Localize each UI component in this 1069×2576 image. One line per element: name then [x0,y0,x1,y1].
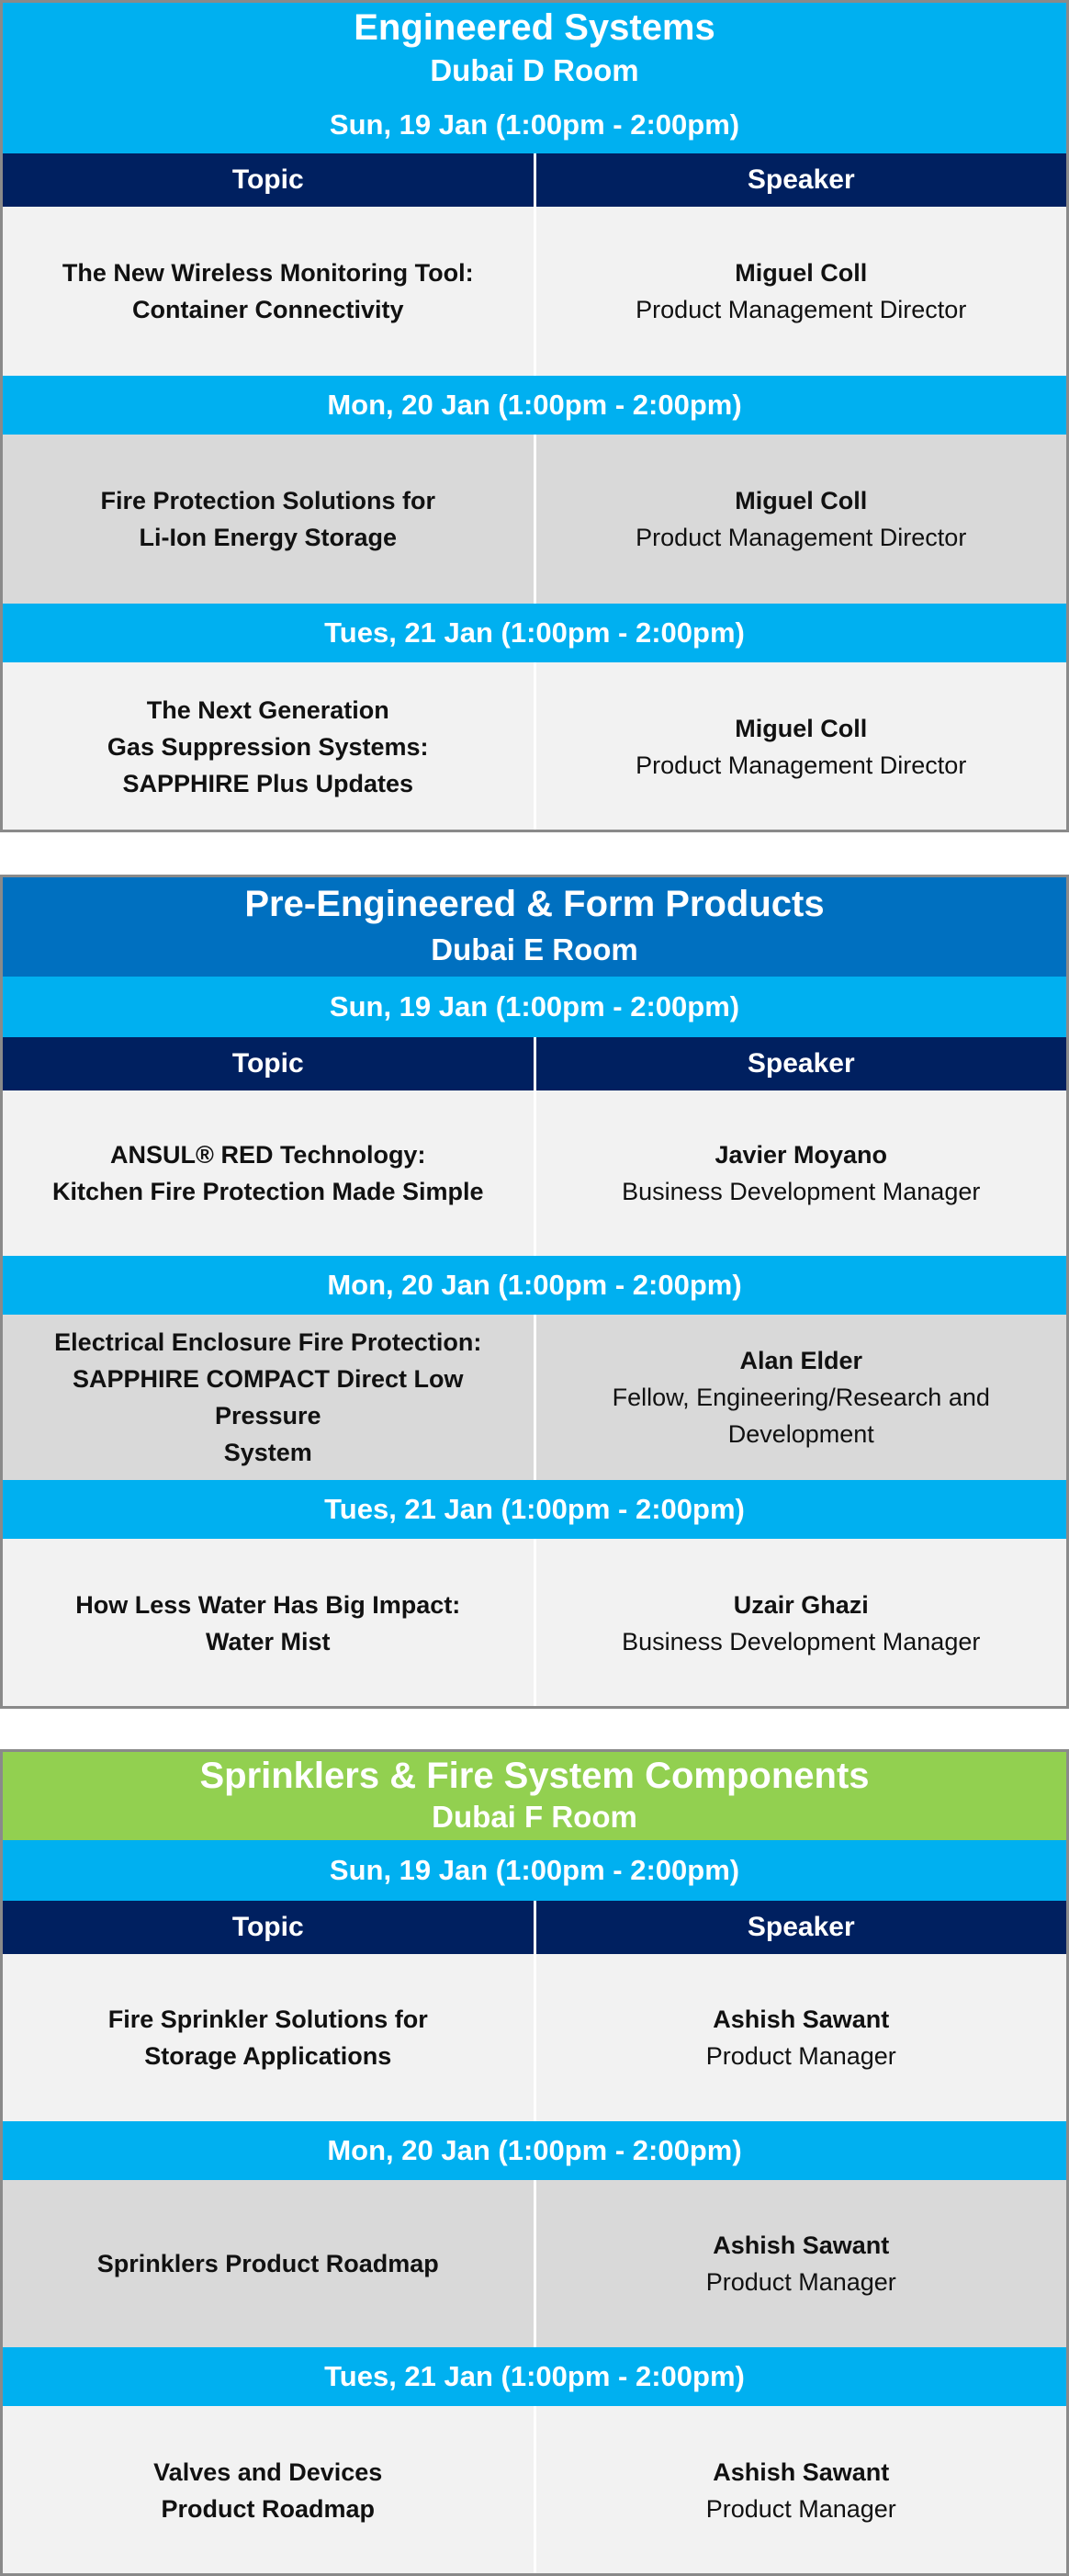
speaker-name: Miguel Coll [735,487,868,514]
topic-line: Gas Suppression Systems: [107,733,429,761]
speaker-role: Fellow, Engineering/Research and [612,1384,990,1411]
topic-line: Fire Sprinkler Solutions for [107,2005,428,2033]
speaker-role: Product Management Director [636,296,967,323]
speaker-name: Uzair Ghazi [733,1591,869,1619]
section-header [3,3,1066,96]
speaker-name: Miguel Coll [735,259,868,287]
column-header-topic: Topic [3,153,536,207]
speaker-cell [536,662,1067,831]
section-header [3,1752,1066,1840]
speaker-role: Product Management Director [636,751,967,779]
topic-line: The New Wireless Monitoring Tool: [62,259,474,287]
day-band: Tues, 21 Jan (1:00pm - 2:00pm) [3,1480,1066,1539]
topic-line: Storage Applications [144,2042,392,2070]
column-header-row [3,1901,1066,1954]
session-block-engineered-systems [0,0,1069,832]
session-row [3,1090,1066,1256]
topic-cell [3,2180,536,2347]
column-header-row [3,153,1066,207]
topic-cell [3,207,536,376]
section-title: Engineered Systems [354,7,715,48]
topic-line: Container Connectivity [131,296,404,323]
speaker-role: Product Manager [705,2042,896,2070]
day-band: Sun, 19 Jan (1:00pm - 2:00pm) [3,977,1066,1037]
topic-cell [3,1315,536,1480]
speaker-name: Ashish Sawant [713,2005,890,2033]
session-row [3,2180,1066,2347]
speaker-cell [536,1090,1067,1256]
topic-line: ANSUL® RED Technology: [110,1141,426,1169]
speaker-cell [536,435,1067,604]
speaker-role: Product Manager [705,2495,896,2523]
session-row [3,2406,1066,2575]
topic-line: Fire Protection Solutions for [100,487,435,514]
speaker-name: Ashish Sawant [713,2231,890,2259]
speaker-name: Ashish Sawant [713,2458,890,2486]
speaker-name: Miguel Coll [735,715,868,742]
topic-line: SAPPHIRE Plus Updates [122,770,414,797]
speaker-cell [536,1315,1067,1480]
day-band: Sun, 19 Jan (1:00pm - 2:00pm) [3,1840,1066,1901]
speaker-cell [536,1954,1067,2121]
speaker-role: Business Development Manager [622,1178,981,1205]
column-header-speaker: Speaker [747,164,855,195]
day-band: Mon, 20 Jan (1:00pm - 2:00pm) [3,376,1066,435]
day-band: Tues, 21 Jan (1:00pm - 2:00pm) [3,604,1066,662]
column-header-topic: Topic [3,1037,536,1090]
speaker-role: Development [727,1420,874,1448]
topic-line: Electrical Enclosure Fire Protection: [54,1328,482,1356]
topic-cell [3,1954,536,2121]
topic-line: SAPPHIRE COMPACT Direct Low Pressure [72,1365,464,1429]
speaker-name: Javier Moyano [715,1141,888,1169]
session-row [3,207,1066,376]
topic-line: Water Mist [205,1628,331,1655]
speaker-cell [536,1539,1067,1708]
session-row [3,1954,1066,2121]
topic-line: Sprinklers Product Roadmap [96,2250,439,2277]
topic-line: Valves and Devices [153,2458,383,2486]
speaker-role: Product Manager [705,2268,896,2296]
speaker-name: Alan Elder [739,1347,863,1374]
speaker-role: Product Management Director [636,524,967,551]
session-block-sprinklers [0,1749,1069,2576]
session-row [3,662,1066,831]
topic-line: System [223,1439,312,1466]
topic-cell [3,1090,536,1256]
room-name: Dubai D Room [430,53,639,87]
section-title: Sprinklers & Fire System Components [199,1756,870,1796]
session-row [3,1315,1066,1480]
section-title: Pre-Engineered & Form Products [244,884,825,924]
column-header-speaker: Speaker [747,1048,855,1079]
day-band: Tues, 21 Jan (1:00pm - 2:00pm) [3,2347,1066,2406]
speaker-cell [536,207,1067,376]
day-band: Mon, 20 Jan (1:00pm - 2:00pm) [3,2121,1066,2180]
topic-line: Product Roadmap [161,2495,376,2523]
day-band: Mon, 20 Jan (1:00pm - 2:00pm) [3,1256,1066,1315]
room-name: Dubai E Room [431,932,638,966]
speaker-cell [536,2406,1067,2575]
topic-line: Li-Ion Energy Storage [139,524,398,551]
topic-line: Kitchen Fire Protection Made Simple [51,1178,484,1205]
day-band: Sun, 19 Jan (1:00pm - 2:00pm) [3,96,1066,153]
column-header-row [3,1037,1066,1090]
column-header-topic: Topic [3,1901,536,1954]
session-row [3,1539,1066,1708]
topic-cell [3,435,536,604]
topic-cell [3,2406,536,2575]
topic-cell [3,662,536,831]
topic-line: The Next Generation [146,696,389,724]
session-block-pre-engineered [0,875,1069,1709]
topic-line: How Less Water Has Big Impact: [75,1591,461,1619]
section-header [3,877,1066,977]
speaker-cell [536,2180,1067,2347]
session-row [3,435,1066,604]
topic-cell [3,1539,536,1708]
column-header-speaker: Speaker [747,1912,855,1942]
speaker-role: Business Development Manager [622,1628,981,1655]
room-name: Dubai F Room [432,1800,637,1834]
